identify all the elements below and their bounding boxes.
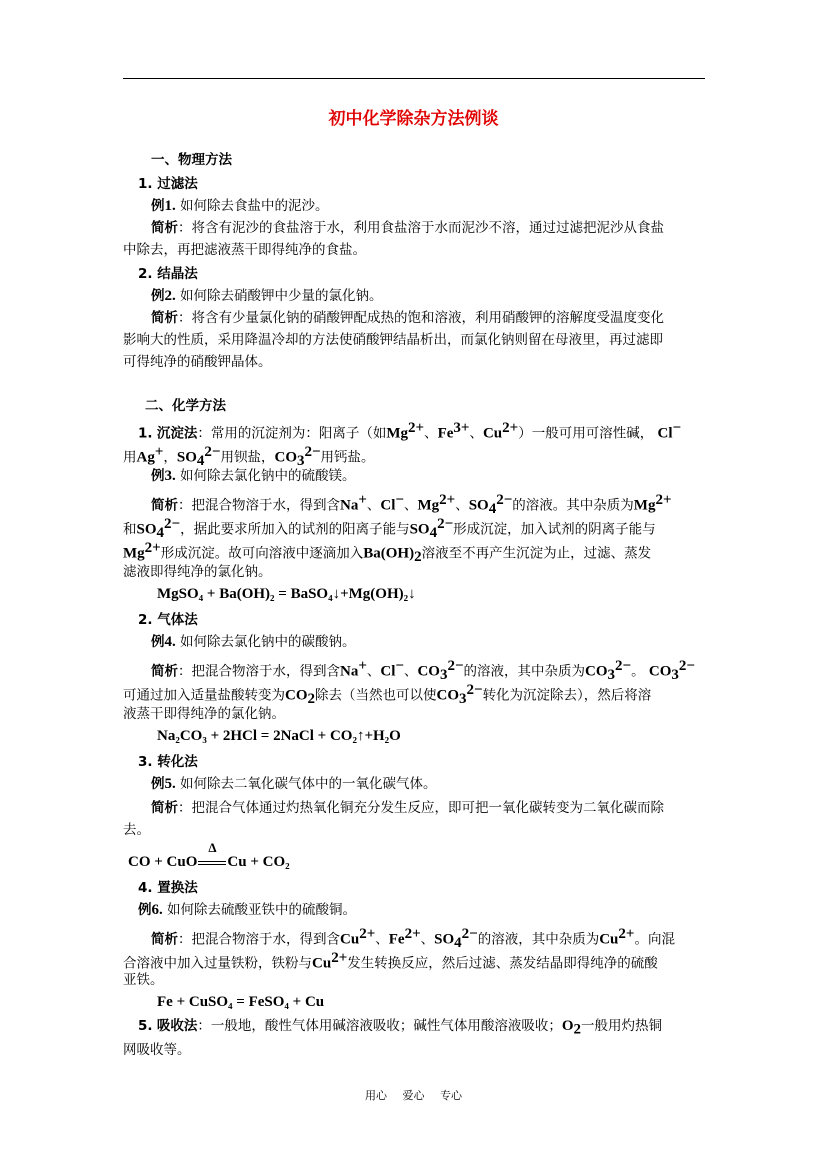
method-heading: 2. 结晶法: [138, 266, 198, 282]
analysis-line: 影响大的性质，采用降温冷却的方法使硝酸钾结晶析出，而氯化钠则留在母液里，再过滤即: [123, 332, 663, 348]
example-line: 例6. 如何除去硫酸亚铁中的硫酸铜。: [138, 902, 357, 918]
analysis-line: 液蒸干即得纯净的氯化钠。: [123, 706, 285, 722]
analysis-line: 简析：将含有泥沙的食盐溶于水，利用食盐溶于水而泥沙不溶，通过过滤把泥沙从食盐: [151, 220, 664, 236]
heat-condition: Δ: [208, 840, 217, 855]
analysis-line: 简析：把混合物溶于水，得到含Na+、Cl−、$CO_3^{2-}$的溶液，其中杂质为$CO_3^{2-}$。 $CO_3^{2-}$: [151, 658, 695, 684]
equation: CO + CuO Δ Cu + CO₂: [128, 840, 290, 870]
method-heading: 2. 气体法: [138, 612, 198, 628]
section-heading-physical: 一、物理方法: [151, 152, 232, 168]
method-line: 5. 吸收法：一般地，酸性气体用碱溶液吸收；碱性气体用酸溶液吸收；$O_2$一般用灼热铜: [138, 1018, 662, 1038]
header-rule: [123, 78, 705, 79]
analysis-line: 简析：把混合物溶于水，得到含Na+、Cl−、$Mg^{2+}$、$SO_4^{2-}$的溶液。其中杂质为$Mg^{2+}$: [151, 492, 672, 518]
analysis-line: 去。: [123, 822, 150, 838]
analysis-line: 可得纯净的硝酸钾晶体。: [123, 354, 272, 370]
method-line: 1. 沉淀法：常用的沉淀剂为：阳离子（如$Mg^{2+}$、$Fe^{3+}$、$Cu^{2+}$）一般可用可溶性碱， Cl−: [138, 420, 682, 442]
equation: Fe + CuSO₄ = FeSO₄ + Cu: [157, 994, 325, 1010]
analysis-line: 简析：把混合气体通过灼热氧化铜充分发生反应，即可把一氧化碳转变为二氧化碳而除: [151, 800, 664, 816]
example-line: 例5. 如何除去二氧化碳气体中的一氧化碳气体。: [151, 776, 437, 792]
analysis-line: 简析：把混合物溶于水，得到含$Cu^{2+}$、$Fe^{2+}$、$SO_4^{2-}$的溶液，其中杂质为$Cu^{2+}$。向混: [151, 926, 675, 952]
example-line: 例2. 如何除去硝酸钾中少量的氯化钠。: [151, 288, 383, 304]
analysis-line: 简析：将含有少量氯化钠的硝酸钾配成热的饱和溶液，利用硝酸钾的溶解度受温度变化: [151, 310, 664, 326]
analysis-line: 亚铁。: [123, 972, 164, 988]
analysis-line: 和$SO_4^{2-}$，据此要求所加入的试剂的阳离子能与$SO_4^{2-}$形成沉淀，加入试剂的阴离子能与: [123, 516, 656, 542]
analysis-line: $Mg^{2+}$形成沉淀。故可向溶液中逐滴加入$Ba(OH)_2$溶液至不再产生沉淀为止，过滤、蒸发: [123, 540, 652, 566]
method-heading: 4. 置换法: [138, 880, 198, 896]
analysis-line: 可通过加入适量盐酸转变为$CO_2$除去（当然也可以使$CO_3^{2-}$转化为沉淀除去），然后将溶: [123, 682, 652, 708]
document-title: 初中化学除杂方法例谈: [328, 109, 499, 129]
method-line: 用Ag+，$SO_4^{2-}$用钡盐，$CO_3^{2-}$用钙盐。: [123, 444, 375, 470]
method-heading: 1. 过滤法: [138, 176, 198, 192]
method-line: 网吸收等。: [123, 1042, 191, 1058]
analysis-line: 滤液即得纯净的氯化钠。: [123, 564, 272, 580]
equation: Na₂CO₃ + 2HCl = 2NaCl + CO₂↑+H₂O: [157, 728, 401, 744]
section-heading-chemical: 二、化学方法: [145, 398, 226, 414]
example-line: 例4. 如何除去氯化钠中的碳酸钠。: [151, 634, 356, 650]
equation: MgSO₄ + Ba(OH)₂ = BaSO₄↓+Mg(OH)₂↓: [157, 586, 416, 602]
example-line: 例1. 如何除去食盐中的泥沙。: [151, 198, 329, 214]
example-line: 例3. 如何除去氯化钠中的硫酸镁。: [151, 468, 356, 484]
analysis-line: 中除去，再把滤液蒸干即得纯净的食盐。: [123, 242, 366, 258]
analysis-line: 合溶液中加入过量铁粉，铁粉与$Cu^{2+}$发生转换反应，然后过滤、蒸发结晶即得纯净的硫酸: [123, 950, 658, 972]
page-footer: 用心 爱心 专心: [365, 1089, 462, 1102]
method-heading: 3. 转化法: [138, 754, 198, 770]
